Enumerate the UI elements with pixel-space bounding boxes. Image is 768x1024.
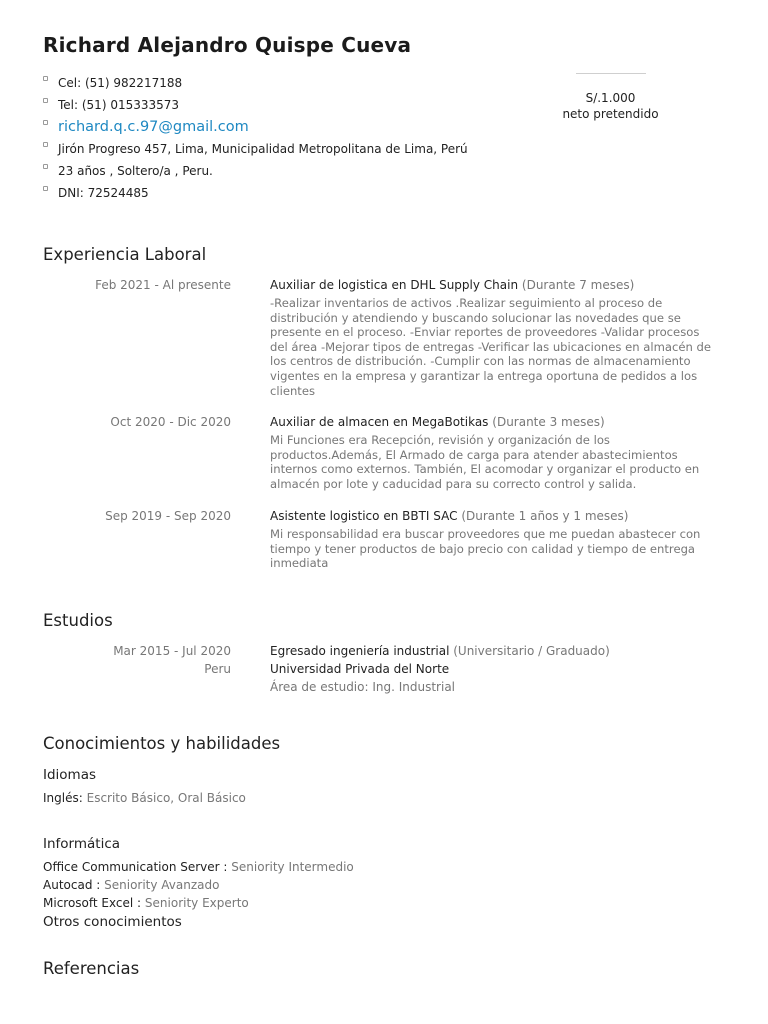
experience-duration: (Durante 3 meses) [492, 415, 605, 429]
salary-block [553, 73, 668, 122]
language-item [43, 789, 246, 807]
computing-name: Office Communication Server : [43, 860, 228, 874]
education-heading: Estudios [43, 611, 113, 630]
computing-item [43, 894, 249, 912]
references-heading: Referencias [43, 959, 140, 978]
experience-description: -Realizar inventarios de activos .Realizar seguimiento al proceso de distribución y atendiendo y buscando solucionar las novedades que se presente en el proceso. -Enviar reportes de proveedores -Validar procesos del área -Mejorar tipos de entregas -Verificar las ubicaciones en almacén de los centros de distribución. -Cumplir con las normas de almacenamiento vigentes en la empresa y garantizar la entrega oportuna de pedidos a los clientes [270, 296, 712, 398]
computing-name: Autocad : [43, 878, 101, 892]
salary-label: neto pretendido [562, 107, 659, 121]
education-location: Peru [204, 662, 231, 676]
salary-divider [576, 73, 646, 74]
address: Jirón Progreso 457, Lima, Municipalidad Metropolitana de Lima, Perú [43, 138, 468, 160]
contact-list [43, 72, 468, 204]
computing-item [43, 858, 354, 876]
computing-level: Seniority Avanzado [104, 878, 220, 892]
computing-level: Seniority Experto [144, 896, 249, 910]
education-school: Universidad Privada del Norte [270, 662, 450, 676]
experience-title [270, 278, 720, 293]
education-date: Mar 2015 - Jul 2020 [113, 644, 231, 658]
experience-description: Mi Funciones era Recepción, revisión y organización de los productos.Además, El Armado de carga para atender abastecimientos internos como externos. También, El acomodar y organizar el producto en almacén por lote y caducidad para su correcto control y salida. [270, 433, 700, 491]
phone-landline: Tel: (51) 015333573 [43, 94, 468, 116]
language-level: Escrito Básico, Oral Básico [86, 791, 246, 805]
candidate-name: Richard Alejandro Quispe Cueva [43, 33, 412, 57]
education-status: (Universitario / Graduado) [453, 644, 610, 658]
experience-role: Asistente logistico en BBTI SAC [270, 509, 458, 523]
salary-amount: S/.1.000 [585, 91, 636, 105]
language-name: Inglés: [43, 791, 83, 805]
skills-heading: Conocimientos y habilidades [43, 734, 281, 753]
computing-level: Seniority Intermedio [231, 860, 354, 874]
education-field: Área de estudio: Ing. Industrial [270, 680, 456, 694]
computing-item [43, 876, 219, 894]
computing-heading: Informática [43, 836, 121, 852]
experience-date: Oct 2020 - Dic 2020 [110, 415, 231, 429]
education-degree: Egresado ingeniería industrial [270, 644, 450, 658]
other-skills-heading: Otros conocimientos [43, 914, 182, 930]
dni: DNI: 72524485 [43, 182, 468, 204]
experience-description: Mi responsabilidad era buscar proveedores que me puedan abastecer con tiempo y tener productos de bajo precio con calidad y tiempo de entrega inmediata [270, 527, 701, 571]
experience-duration: (Durante 7 meses) [521, 278, 635, 292]
languages-heading: Idiomas [43, 767, 97, 783]
experience-date: Sep 2019 - Sep 2020 [105, 509, 231, 523]
experience-date: Feb 2021 - Al presente [95, 278, 231, 292]
experience-heading: Experiencia Laboral [43, 245, 207, 264]
personal-info: 23 años , Soltero/a , Peru. [43, 160, 468, 182]
experience-title [270, 509, 720, 524]
phone-mobile: Cel: (51) 982217188 [43, 72, 468, 94]
education-title [270, 642, 720, 660]
experience-role: Auxiliar de logistica en DHL Supply Chain [270, 278, 519, 292]
experience-role: Auxiliar de almacen en MegaBotikas [270, 415, 489, 429]
computing-name: Microsoft Excel : [43, 896, 142, 910]
experience-duration: (Durante 1 años y 1 meses) [461, 509, 629, 523]
experience-title [270, 415, 720, 430]
email-link[interactable]: richard.q.c.97@gmail.com [43, 116, 468, 138]
